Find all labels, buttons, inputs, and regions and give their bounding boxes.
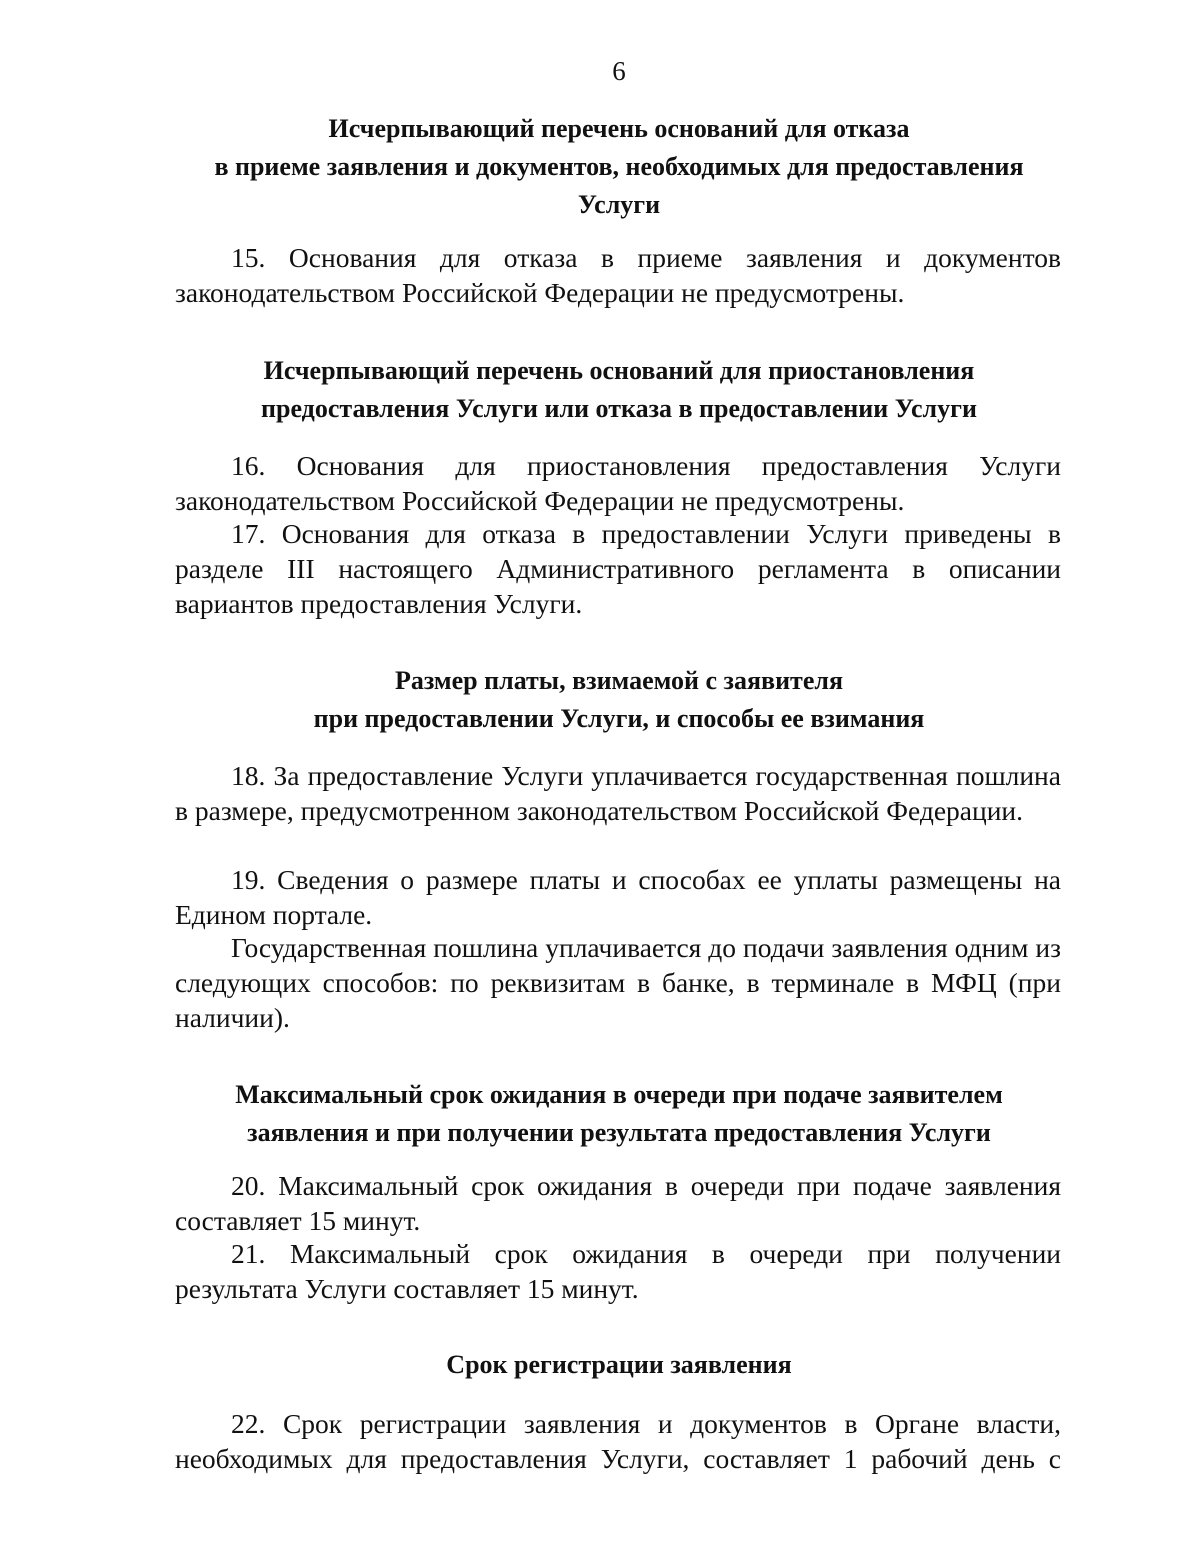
paragraph-fee-payment: Государственная пошлина уплачивается до подачи заявления одним из следующих способов: по реквизитам в банке, в терминале в МФЦ (при наличии). bbox=[175, 932, 1061, 1033]
paragraph-15: 15. Основания для отказа в приеме заявления и документов законодательством Российской Федерации не предусмотрены. bbox=[175, 242, 1061, 308]
paragraph-21: 21. Максимальный срок ожидания в очереди при получении результата Услуги составляет 15 минут. bbox=[175, 1238, 1061, 1304]
heading-line: Срок регистрации заявления bbox=[446, 1350, 792, 1379]
heading-line: предоставления Услуги или отказа в предоставлении Услуги bbox=[261, 394, 977, 423]
heading-line: Исчерпывающий перечень оснований для приостановления bbox=[263, 356, 975, 385]
section-heading-registration bbox=[175, 1346, 1063, 1384]
page-number: 6 bbox=[612, 56, 626, 86]
heading-line: Исчерпывающий перечень оснований для отказа bbox=[328, 114, 910, 143]
heading-line: в приеме заявления и документов, необходимых для предоставления bbox=[214, 152, 1024, 181]
heading-line: Максимальный срок ожидания в очереди при подаче заявителем bbox=[235, 1080, 1003, 1109]
paragraph-16: 16. Основания для приостановления предоставления Услуги законодательством Российской Федерации не предусмотрены. bbox=[175, 450, 1061, 516]
section-heading-suspension bbox=[175, 352, 1063, 428]
section-heading-fee bbox=[175, 662, 1063, 738]
section-heading-refusal-reception bbox=[175, 110, 1063, 224]
paragraph-18: 18. За предоставление Услуги уплачивается государственная пошлина в размере, предусмотренном законодательством Российской Федерации. bbox=[175, 760, 1061, 826]
heading-line: Услуги bbox=[577, 190, 661, 219]
paragraph-19: 19. Сведения о размере платы и способах ее уплаты размещены на Едином портале. bbox=[175, 864, 1061, 930]
heading-line: при предоставлении Услуги, и способы ее взимания bbox=[313, 704, 925, 733]
heading-line: Размер платы, взимаемой с заявителя bbox=[394, 666, 844, 695]
paragraph-22: 22. Срок регистрации заявления и документов в Органе власти, необходимых для предоставления Услуги, составляет 1 рабочий день с bbox=[175, 1408, 1061, 1474]
paragraph-17: 17. Основания для отказа в предоставлении Услуги приведены в разделе III настоящего Административного регламента в описании вариантов предоставления Услуги. bbox=[175, 518, 1061, 619]
paragraph-20: 20. Максимальный срок ожидания в очереди при подаче заявления составляет 15 минут. bbox=[175, 1170, 1061, 1236]
heading-line: заявления и при получении результата предоставления Услуги bbox=[247, 1118, 991, 1147]
section-heading-queue bbox=[175, 1076, 1063, 1152]
